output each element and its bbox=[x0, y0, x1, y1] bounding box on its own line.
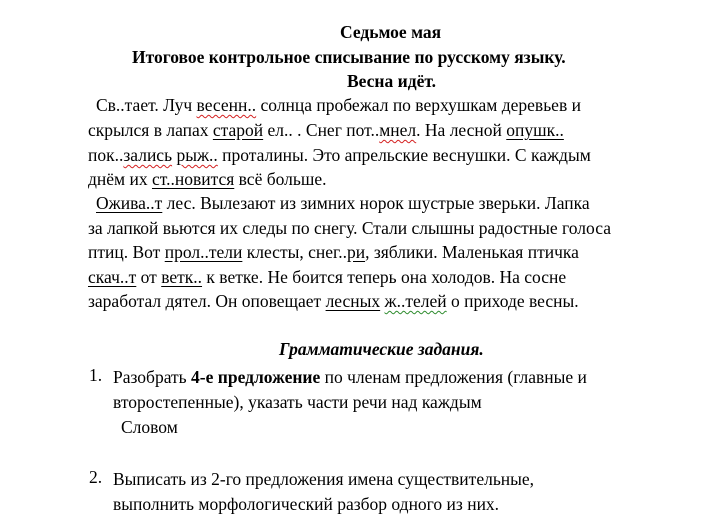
text-fragment: ел.. . Снег пот.. bbox=[263, 120, 380, 140]
text-fragment: птиц. Вот bbox=[88, 242, 165, 262]
misspelled-word: зались bbox=[123, 145, 173, 165]
underlined-word: лесных bbox=[325, 291, 381, 311]
text-fragment: Разобрать bbox=[113, 367, 192, 387]
text-line-4 bbox=[88, 167, 326, 191]
text-fragment: всё больше. bbox=[234, 169, 327, 189]
text-fragment: Св..тает. Луч bbox=[96, 95, 197, 115]
underlined-word: ри bbox=[346, 242, 366, 262]
task-1-line-2: второстепенные), указать части речи над каждым bbox=[113, 392, 482, 412]
text-fragment: солнца пробежал по верхушкам деревьев и bbox=[256, 95, 581, 115]
tasks-heading: Грамматические задания. bbox=[279, 339, 484, 359]
text-line-9 bbox=[88, 289, 579, 313]
underlined-word: ст..новится bbox=[151, 169, 235, 189]
text-line-1 bbox=[96, 93, 581, 117]
misspelled-word: рыж.. bbox=[176, 145, 218, 165]
text-fragment: заработал дятел. Он оповещает bbox=[88, 291, 326, 311]
text-fragment: скрылся в лапах bbox=[88, 120, 213, 140]
misspelled-word: весенн.. bbox=[196, 95, 257, 115]
text-fragment: к ветке. Не боится теперь она холодов. На сосне bbox=[202, 267, 567, 287]
task-1-line-3: Словом bbox=[121, 417, 178, 437]
text-line-8 bbox=[88, 265, 566, 289]
underlined-word: опушк.. bbox=[506, 120, 564, 140]
underlined-word: Ожива..т bbox=[96, 193, 163, 213]
text-fragment: пок.. bbox=[88, 145, 124, 165]
underlined-word: ветк.. bbox=[161, 267, 203, 287]
text-fragment: , зяблики. Маленькая птичка bbox=[365, 242, 579, 262]
text-fragment: . На лесной bbox=[416, 120, 507, 140]
text-title: Весна идёт. bbox=[347, 71, 436, 91]
text-fragment: по членам предложения (главные и bbox=[320, 367, 587, 387]
grammar-marked-word: ж..телей bbox=[384, 291, 447, 311]
underlined-word: старой bbox=[212, 120, 264, 140]
underlined-word: прол..тели bbox=[164, 242, 243, 262]
task-2-number: 2. bbox=[89, 467, 103, 487]
text-fragment: от bbox=[136, 267, 162, 287]
text-fragment: проталины. Это апрельские веснушки. С каждым bbox=[217, 145, 591, 165]
text-line-6: за лапкой вьются их следы по снегу. Стали слышны радостные голоса bbox=[88, 218, 611, 238]
text-fragment: клесты, снег.. bbox=[242, 242, 347, 262]
task-2-line-1: Выписать из 2-го предложения имена существительные, bbox=[113, 469, 535, 489]
text-fragment: днём их bbox=[88, 169, 152, 189]
bold-phrase: 4-е предложение bbox=[191, 367, 321, 387]
misspelled-word: мнел bbox=[379, 120, 417, 140]
text-line-5 bbox=[96, 191, 590, 215]
task-1-line-1 bbox=[113, 365, 587, 389]
text-line-2 bbox=[88, 118, 564, 142]
date-heading: Седьмое мая bbox=[340, 22, 442, 42]
text-fragment: о приходе весны. bbox=[446, 291, 579, 311]
text-line-3 bbox=[88, 143, 591, 167]
document-title: Итоговое контрольное списывание по русскому языку. bbox=[132, 47, 566, 67]
task-2-line-2: выполнить морфологический разбор одного из них. bbox=[113, 494, 500, 514]
task-1-number: 1. bbox=[89, 365, 103, 385]
underlined-word: скач..т bbox=[88, 267, 137, 287]
text-fragment: лес. Вылезают из зимних норок шустрые зверьки. Лапка bbox=[162, 193, 590, 213]
text-line-7 bbox=[88, 240, 579, 264]
